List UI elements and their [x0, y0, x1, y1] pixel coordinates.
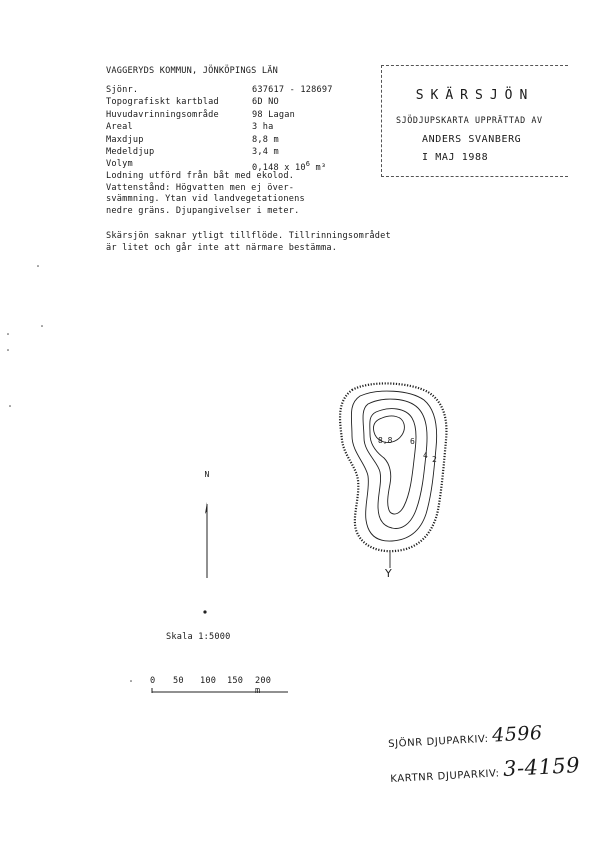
- note-line: svämmning. Ytan vid landvegetationens: [106, 194, 305, 205]
- scale-tick-label: 50: [173, 676, 184, 686]
- stamp-date: I MAJ 1988: [422, 152, 489, 163]
- depth-contour-6m: [370, 409, 416, 514]
- info-value: 3 ha: [252, 122, 274, 133]
- archive-map-number: [390, 753, 581, 787]
- depth-contour-2m: [351, 391, 436, 541]
- survey-notes: [106, 171, 305, 217]
- info-label: Topografiskt kartblad: [106, 97, 219, 108]
- archive-label: SJÖNR DJUPARKIV:: [388, 733, 489, 751]
- stamp-prepared-by: SJÖDJUPSKARTA UPPRÄTTAD AV: [396, 115, 543, 125]
- inflow-note: [106, 231, 391, 254]
- info-label: Volym: [106, 159, 133, 170]
- north-label: N: [204, 470, 210, 479]
- info-label: Huvudavrinningsområde: [106, 109, 219, 120]
- info-row-area: [106, 121, 366, 133]
- archive-handwritten-value: 3-4159: [502, 753, 581, 782]
- info-value: 3,4 m: [252, 146, 279, 157]
- stamp-author: ANDERS SVANBERG: [422, 134, 522, 145]
- info-label: Medeldjup: [106, 146, 155, 157]
- county-header: VAGGERYDS KOMMUN, JÖNKÖPINGS LÄN: [106, 66, 278, 76]
- depth-contour-4m: [363, 399, 427, 528]
- note-line: Skärsjön saknar ytligt tillflöde. Tillrinningsområdet: [106, 231, 391, 241]
- depth-label: 6: [410, 437, 415, 446]
- info-row-drainage-area: [106, 109, 366, 121]
- scale-tick-label: 0: [150, 676, 156, 686]
- info-row-max-depth: [106, 134, 366, 146]
- depth-label: 2: [432, 455, 437, 464]
- info-value: 637617 - 128697: [252, 85, 333, 95]
- info-row-map-sheet: [106, 96, 366, 108]
- note-line: nedre gräns. Djupangivelser i meter.: [106, 205, 300, 216]
- outlet-symbol: Y: [385, 567, 392, 580]
- scale-tick-label: 100: [200, 676, 217, 686]
- lake-info-table: [106, 84, 366, 174]
- scale-tick-label: 200 m: [255, 676, 272, 696]
- north-arrow-icon: [195, 482, 219, 616]
- scale-tick-label: 150: [227, 676, 244, 686]
- note-line: Vattenstånd: Högvatten men ej över-: [106, 182, 295, 193]
- info-row-volume: [106, 158, 366, 174]
- info-value: 8,8 m: [252, 134, 279, 145]
- scan-specks: [0, 0, 60, 420]
- lake-name-title: SKÄRSJÖN: [415, 88, 535, 103]
- volume-mantissa: 0,148 x 10: [252, 163, 306, 174]
- note-line: Lodning utförd från båt med ekolod.: [106, 171, 295, 181]
- info-label: Maxdjup: [106, 134, 144, 145]
- scale-bar-line: [140, 676, 300, 698]
- info-value: 98 Lagan: [252, 109, 295, 120]
- volume-unit: m³: [310, 163, 327, 174]
- archive-label: KARTNR DJUPARKIV:: [390, 768, 500, 785]
- depth-label: 4: [423, 451, 428, 460]
- archive-lake-number: [388, 722, 544, 752]
- title-stamp: [381, 65, 568, 177]
- volume-exponent: 6: [305, 160, 311, 169]
- note-line: är litet och går inte att närmare bestämma.: [106, 242, 338, 253]
- archive-handwritten-value: 4596: [491, 721, 544, 747]
- info-row-lake-number: [106, 84, 366, 96]
- depth-label: 8,8: [378, 436, 393, 445]
- info-row-mean-depth: [106, 146, 366, 158]
- scale-text: Skala 1:5000: [166, 632, 231, 642]
- info-label: Sjönr.: [106, 85, 139, 95]
- info-value: 6D NO: [252, 97, 279, 108]
- info-label: Areal: [106, 122, 133, 133]
- scan-speck: [128, 678, 134, 684]
- lake-depth-map: [330, 378, 460, 588]
